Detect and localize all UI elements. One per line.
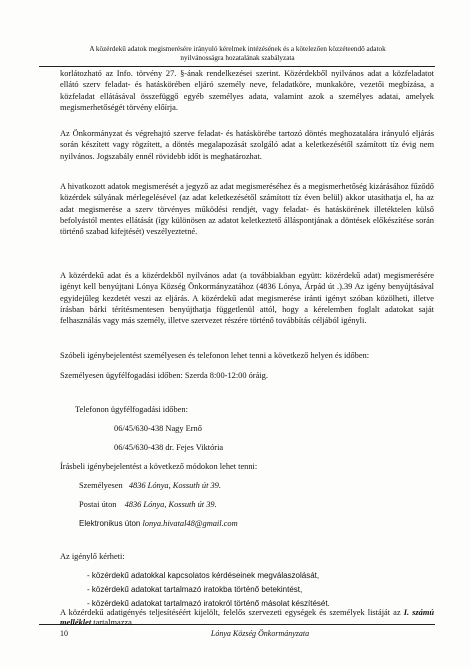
written-email-label: Elektronikus úton — [79, 519, 141, 528]
requester-title: Az igénylő kérheti: — [60, 552, 125, 561]
closing-suffix: tartalmazza. — [91, 618, 134, 627]
written-postal — [79, 499, 217, 510]
written-personal — [79, 480, 221, 491]
written-email-address[interactable]: lonya.hivatal48@gmail.com — [142, 519, 238, 528]
footer-organization: Lónya Község Önkormányzata — [210, 629, 310, 638]
annex-reference: I. számú melléklet — [60, 608, 434, 627]
paragraph-2: Az Önkormányzat és végrehajtó szerve feladat- és hatáskörébe tartozó döntés meghozatalára irányuló eljárás során készített vagy rögzített, a döntés megalapozását szolgáló adat a keletkezésétől számított tíz évig nem nyilvános. Jogszabály ennél rövidebb időt is meghatározhat. — [60, 129, 434, 161]
written-electronic — [79, 518, 238, 529]
paragraph-4: A közérdekű adat és a közérdekből nyilvános adat (a továbbiakban együtt: közérdekű adat) megismerésére igényt kell benyújtani Lónya Község Önkormányzatához (4836 Lónya, Árpád út .).39 Az igény benyújtásával egyidejűleg kezdetét veszi az eljárás. A közérdekű adat megismerése iránti igényt szóban közölheti, illetve írásban bárki térítésmentesen benyújthatja függetlenül attól, hogy a kérelemben foglalt adatokat saját felhasználás vagy más személy, illetve szervezet részére történő továbbítás céljából igényli. — [60, 271, 434, 326]
written-personal-address: 4836 Lónya, Kossuth út 39. — [128, 481, 221, 490]
written-title: Írásbeli igénybejelentést a következő módokon lehet tenni: — [60, 462, 258, 471]
closing-text: A közérdekű adatigényés teljesítéséért kijelölt, felelős szervezeti egységek és személyek listáját az — [60, 608, 404, 617]
oral-request-text: Szóbeli igénybejelentést személyesen és telefonon lehet tenni a következő helyen és időben: — [60, 351, 370, 360]
requester-item: - közérdekű adatokat tartalmazó iratokról történő másolat készítését. — [87, 599, 330, 608]
written-postal-address: 4836 Lónya, Kossuth út 39. — [124, 500, 217, 509]
running-header-line-1: A közérdekű adatok megismerésére irányuló kérelmek intézésének és a kötelezően közzéteendő adatok — [89, 45, 386, 53]
header-rule — [39, 66, 435, 67]
requester-item: - közérdekű adatokkal kapcsolatos kérdéseinek megválaszolását, — [87, 571, 320, 580]
paragraph-3: A hivatkozott adatok megismerését a jegyző az adat megismeréséhez és a megismerhetőség kizárásához fűződő közérdek súlyának mérlegelésével (az adat keletkezésétől számított tíz éven belül) akkor utasíthatja el, ha az adat megismerése a szerv törvényes működési rendjét, vagy feladat- és hatáskörének illetéktelen külső befolyástól mentes ellátását (így különösen az adatot keletkeztető álláspontjának a döntések előkészítése során történő szabad kifejtését) veszélyeztetné. — [60, 182, 434, 237]
paragraph-1: korlátozható az Info. törvény 27. §-ának rendelkezései szerint. Közérdekből nyilvános adat a közfeladatot ellátó szerv feladat- és hatáskörében eljáró személy neve, feladatköre, munkaköre, vezetői megbízása, a közfeladat ellátásával összefüggő egyéb személyes adata, valamint azok a személyes adatai, amelyek megismerhetőségét törvény előírja. — [60, 69, 434, 112]
written-personal-label: Személyesen — [79, 481, 123, 490]
phone-title: Telefonon ügyfélfogadási időben: — [75, 405, 188, 414]
office-hours-text: Személyesen ügyfélfogadási időben: Szerda 8:00-12:00 óráig. — [60, 371, 268, 380]
page-number: 10 — [60, 629, 68, 638]
requester-item: - közérdekű adatokat tartalmazó iratokba történő betekintést, — [87, 585, 303, 594]
running-header-line-2: nyilvánosságra hozatalának szabályzata — [180, 54, 295, 62]
phone-entry: 06/45/630-438 Nagy Ernő — [114, 424, 202, 433]
written-postal-label: Postai úton — [79, 500, 117, 509]
closing-paragraph — [60, 608, 434, 628]
phone-entry: 06/45/630-438 dr. Fejes Viktória — [114, 443, 224, 452]
